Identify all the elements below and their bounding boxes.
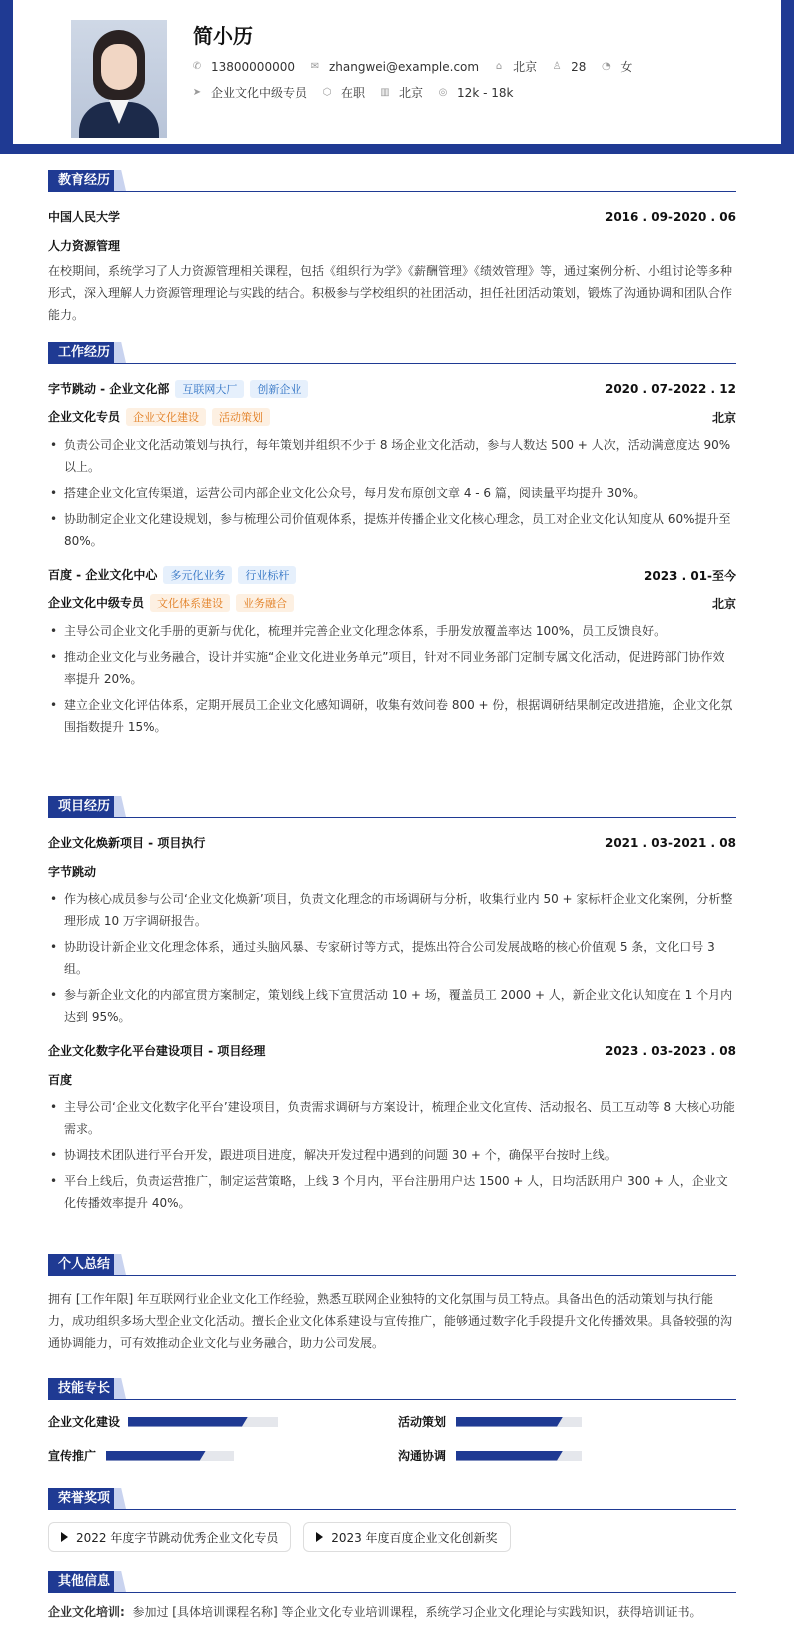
skill-bar-fill (456, 1417, 563, 1427)
company-name: 百度 - 企业文化中心 (48, 568, 158, 582)
list-item: • 作为核心成员参与公司‘企业文化焕新’项目，负责文化理念的市场调研与分析，收集行业内 50 + 家标杆企业文化案例，分析整理形成 10 万字调研报告。 (48, 888, 736, 932)
role-name: 企业文化专员 (48, 410, 121, 424)
list-item: • 建立企业文化评估体系，定期开展员工企业文化感知调研，收集有效问卷 800 + 份，根据调研结果制定改进措施，企业文化氛围指数提升 15%。 (48, 694, 736, 738)
skill-bar-fill (128, 1417, 248, 1427)
skill-bar-fill (106, 1451, 206, 1461)
status-text: 在职 (341, 86, 366, 100)
list-item: • 协助设计新企业文化理念体系，通过头脑风暴、专家研讨等方式，提炼出符合公司发展战略的核心价值观 5 条，文化口号 3 组。 (48, 936, 736, 980)
company-tag: 多元化业务 (163, 566, 232, 584)
edu-desc: 在校期间，系统学习了人力资源管理相关课程，包括《组织行为学》《薪酬管理》《绩效管理》等，通过案例分析、小组讨论等多种形式，深入理解人力资源管理理论与实践的结合。积极参与学校组织的社团活动，担任社团活动策划，锻炼了沟通协调和团队合作能力。 (48, 264, 733, 322)
city-text: 北京 (513, 60, 538, 74)
list-item: • 协助制定企业文化建设规划，参与梳理公司价值观体系，提炼并传播企业文化核心理念，员工对企业文化认知度从 60%提升至 80%。 (48, 508, 736, 552)
role-tag: 活动策划 (212, 408, 270, 426)
list-item: • 平台上线后，负责运营推广，制定运营策略，上线 3 个月内，平台注册用户达 1500 + 人，日均活跃用户 300 + 人，企业文化传播效率提升 40%。 (48, 1170, 736, 1214)
skill-name: 企业文化建设 (48, 1415, 121, 1429)
other-section (48, 1571, 736, 1623)
contact-row (191, 58, 632, 75)
skill-name: 活动策划 (398, 1415, 447, 1429)
project-org: 字节跳动 (48, 865, 97, 879)
list-item: • 推动企业文化与业务融合，设计并实施“企业文化进业务单元”项目，针对不同业务部门定制专属文化活动，促进跨部门协作效率提升 20%。 (48, 646, 736, 690)
work-location: 北京 (711, 410, 736, 425)
section-title: 项目经历 (48, 796, 120, 817)
section-title: 个人总结 (48, 1254, 120, 1275)
age-text: 28 (571, 59, 587, 74)
edu-period: 2016 . 09-2020 . 06 (604, 209, 736, 224)
skill-bar (456, 1451, 582, 1461)
phone-text: 13800000000 (211, 59, 295, 74)
skill-name: 沟通协调 (398, 1449, 447, 1463)
skill-item (48, 1447, 234, 1464)
summary-section (48, 1254, 736, 1354)
send-icon: ➤ (192, 86, 202, 98)
gender-icon: ◔ (602, 60, 611, 72)
project-org: 百度 (48, 1073, 73, 1087)
award-item (48, 1522, 291, 1552)
list-item: • 主导公司‘企业文化数字化平台’建设项目，负责需求调研与方案设计，梳理企业文化宣传、活动报名、员工互动等 8 大核心功能需求。 (48, 1096, 736, 1140)
award-item (303, 1522, 510, 1552)
job-intent-row (191, 84, 513, 101)
header-divider (0, 144, 794, 154)
mail-icon: ✉ (310, 60, 320, 72)
company-tag: 创新企业 (250, 380, 308, 398)
list-item: • 参与新企业文化的内部宣贯方案制定，策划线上线下宣贯活动 10 + 场，覆盖员工 2000 + 人，新企业文化认知度在 1 个月内达到 95%。 (48, 984, 736, 1028)
skill-bar (456, 1417, 582, 1427)
work-location: 北京 (711, 596, 736, 611)
play-icon (316, 1532, 323, 1542)
company-tag: 行业标杆 (238, 566, 296, 584)
position-text: 企业文化中级专员 (211, 86, 308, 100)
section-title: 工作经历 (48, 342, 120, 363)
skill-bar-fill (456, 1451, 563, 1461)
award-text: 2023 年度百度企业文化创新奖 (331, 1530, 498, 1545)
skill-bar (106, 1451, 234, 1461)
email-text: zhangwei@example.com (328, 59, 480, 74)
projects-section (48, 796, 736, 1218)
major: 人力资源管理 (48, 239, 121, 253)
candidate-name: 简小历 (193, 24, 253, 48)
other-label: 企业文化培训: (48, 1605, 125, 1619)
education-section (48, 170, 736, 326)
salary-text: 12k - 18k (457, 85, 514, 100)
target-city-text: 北京 (399, 86, 424, 100)
skill-bar (128, 1417, 278, 1427)
role-tag: 文化体系建设 (150, 594, 230, 612)
skill-name: 宣传推广 (48, 1449, 97, 1463)
gender-text: 女 (620, 60, 633, 74)
company-tag: 互联网大厂 (175, 380, 244, 398)
work-period: 2023 . 01-至今 (644, 568, 736, 583)
home-icon: ⌂ (495, 60, 503, 72)
section-title: 技能专长 (48, 1378, 120, 1399)
status-icon: ⬡ (322, 86, 332, 98)
company-name: 字节跳动 - 企业文化部 (48, 382, 170, 396)
work-period: 2020 . 07-2022 . 12 (604, 382, 736, 396)
project-period: 2021 . 03-2021 . 08 (604, 835, 736, 850)
award-text: 2022 年度字节跳动优秀企业文化专员 (76, 1530, 279, 1545)
building-icon: ▥ (380, 86, 390, 98)
project-period: 2023 . 03-2023 . 08 (604, 1043, 736, 1058)
skills-section (48, 1378, 736, 1400)
work-section (48, 342, 736, 742)
phone-icon: ✆ (192, 60, 202, 72)
summary-text: 拥有 [工作年限] 年互联网行业企业文化工作经验，熟悉互联网企业独特的文化氛围与员工特点。具备出色的活动策划与执行能力，成功组织多场大型企业文化活动。擅长企业文化体系建设与宣传推广，能够通过数字化手段提升文化传播效果。具备较强的沟通协调能力，可有效推动企业文化与业务融合，助力公司发展。 (48, 1292, 733, 1350)
project-title: 企业文化数字化平台建设项目 - 项目经理 (48, 1044, 266, 1058)
skill-item (398, 1413, 582, 1430)
project-title: 企业文化焕新项目 - 项目执行 (48, 836, 206, 850)
section-title: 其他信息 (48, 1571, 120, 1592)
list-item: • 负责公司企业文化活动策划与执行，每年策划并组织不少于 8 场企业文化活动，参与人数达 500 + 人次，活动满意度达 90% 以上。 (48, 434, 736, 478)
age-icon: ♙ (552, 60, 562, 72)
salary-icon: ◎ (438, 86, 448, 98)
list-item: • 主导公司企业文化手册的更新与优化，梳理并完善企业文化理念体系，手册发放覆盖率达 100%，员工反馈良好。 (48, 620, 736, 642)
school-name: 中国人民大学 (48, 210, 121, 224)
section-title: 教育经历 (48, 170, 120, 191)
role-tag: 企业文化建设 (126, 408, 206, 426)
other-info (48, 1601, 736, 1623)
profile-header (13, 0, 781, 150)
avatar (71, 20, 167, 138)
awards-section (48, 1488, 736, 1552)
skill-item (398, 1447, 582, 1464)
section-title: 荣誉奖项 (48, 1488, 120, 1509)
role-tag: 业务融合 (236, 594, 294, 612)
list-item: • 搭建企业文化宣传渠道，运营公司内部企业文化公众号，每月发布原创文章 4 - 6 篇，阅读量平均提升 30%。 (48, 482, 736, 504)
list-item: • 协调技术团队进行平台开发，跟进项目进度，解决开发过程中遇到的问题 30 + 个，确保平台按时上线。 (48, 1144, 736, 1166)
role-name: 企业文化中级专员 (48, 596, 145, 610)
play-icon (61, 1532, 68, 1542)
skill-item (48, 1413, 278, 1430)
other-text: 参加过 [具体培训课程名称] 等企业文化专业培训课程，系统学习企业文化理论与实践知识，获得培训证书。 (132, 1605, 702, 1619)
